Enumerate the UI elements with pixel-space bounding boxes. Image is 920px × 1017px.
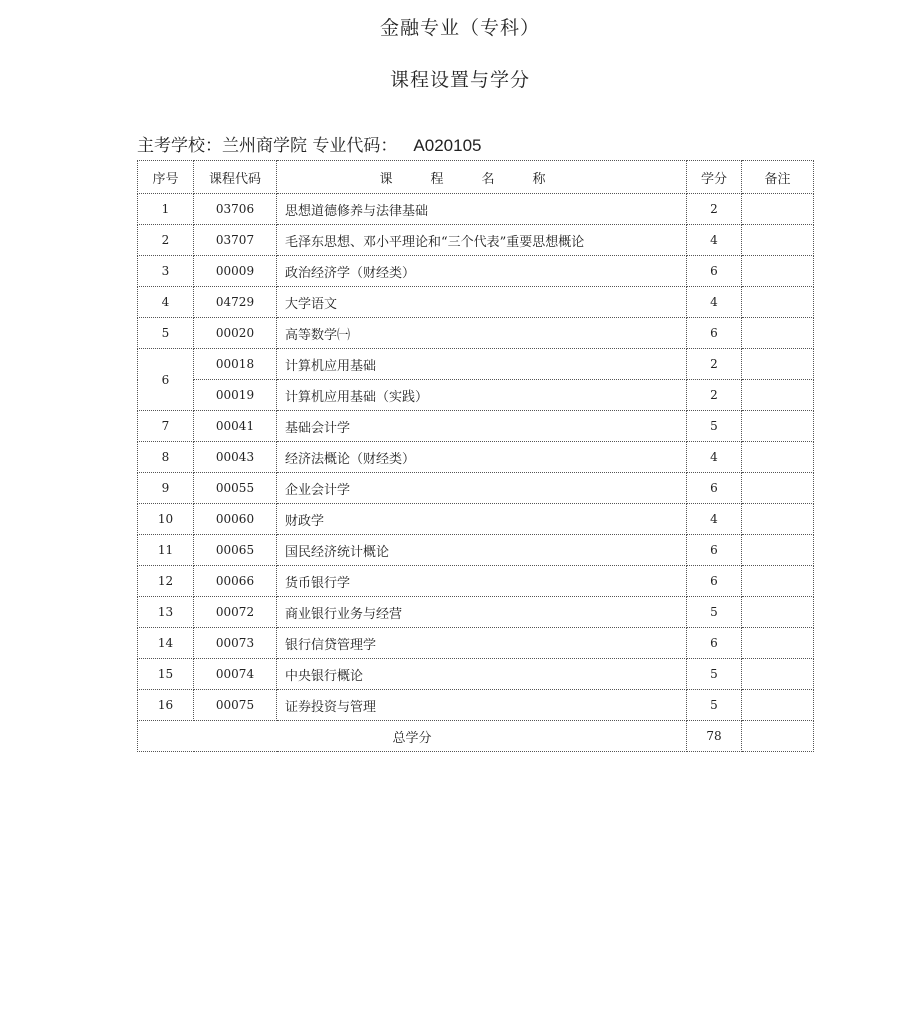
course-table xyxy=(137,160,814,752)
row-name: 货币银行学 xyxy=(277,566,687,597)
row-name: 企业会计学 xyxy=(277,473,687,504)
column-header-note: 备注 xyxy=(742,161,814,194)
row-name: 国民经济统计概论 xyxy=(277,535,687,566)
table-header-row xyxy=(138,161,814,194)
row-name: 政治经济学（财经类） xyxy=(277,256,687,287)
row-note xyxy=(742,287,814,318)
row-seq: 9 xyxy=(138,473,194,504)
row-code: 00066 xyxy=(194,566,277,597)
table-row xyxy=(138,473,814,504)
row-name: 基础会计学 xyxy=(277,411,687,442)
school-label: 主考学校：兰州商学院 专业代码： xyxy=(137,136,398,156)
row-credit: 6 xyxy=(687,566,742,597)
row-name: 计算机应用基础 xyxy=(277,349,687,380)
page-subtitle: 课程设置与学分 xyxy=(389,69,530,91)
table-row xyxy=(138,318,814,349)
table-row xyxy=(138,225,814,256)
table-row xyxy=(138,535,814,566)
row-credit: 4 xyxy=(687,287,742,318)
row-code: 00073 xyxy=(194,628,277,659)
row-note xyxy=(742,194,814,225)
column-header-name: 课程名称 xyxy=(277,161,687,194)
row-seq: 6 xyxy=(138,349,194,411)
row-name: 中央银行概论 xyxy=(277,659,687,690)
row-note xyxy=(742,566,814,597)
total-note xyxy=(742,721,814,752)
row-credit: 4 xyxy=(687,225,742,256)
row-code: 00043 xyxy=(194,442,277,473)
total-credit: 78 xyxy=(687,721,742,752)
total-label: 总学分 xyxy=(138,721,687,752)
row-name: 商业银行业务与经营 xyxy=(277,597,687,628)
row-credit: 6 xyxy=(687,628,742,659)
row-credit: 2 xyxy=(687,380,742,411)
row-code: 00072 xyxy=(194,597,277,628)
row-credit: 5 xyxy=(687,597,742,628)
row-seq: 10 xyxy=(138,504,194,535)
row-name: 毛泽东思想、邓小平理论和“三个代表”重要思想概论 xyxy=(277,225,687,256)
row-note xyxy=(742,473,814,504)
row-seq: 16 xyxy=(138,690,194,721)
row-credit: 5 xyxy=(687,659,742,690)
school-info xyxy=(137,131,481,156)
row-code: 03707 xyxy=(194,225,277,256)
row-code: 00018 xyxy=(194,349,277,380)
row-seq: 13 xyxy=(138,597,194,628)
table-row xyxy=(138,194,814,225)
row-credit: 5 xyxy=(687,411,742,442)
row-seq: 1 xyxy=(138,194,194,225)
row-seq: 15 xyxy=(138,659,194,690)
row-code: 00075 xyxy=(194,690,277,721)
row-seq: 14 xyxy=(138,628,194,659)
row-name: 计算机应用基础（实践） xyxy=(277,380,687,411)
page-title: 金融专业（专科） xyxy=(379,17,540,39)
row-credit: 4 xyxy=(687,442,742,473)
row-code: 00041 xyxy=(194,411,277,442)
row-note xyxy=(742,442,814,473)
row-seq: 3 xyxy=(138,256,194,287)
total-row xyxy=(138,721,814,752)
table-row xyxy=(138,597,814,628)
row-note xyxy=(742,380,814,411)
row-seq: 11 xyxy=(138,535,194,566)
row-code: 00065 xyxy=(194,535,277,566)
row-code: 03706 xyxy=(194,194,277,225)
row-seq: 8 xyxy=(138,442,194,473)
table-row xyxy=(138,380,814,411)
row-credit: 2 xyxy=(687,194,742,225)
row-credit: 6 xyxy=(687,318,742,349)
row-seq: 12 xyxy=(138,566,194,597)
row-code: 00009 xyxy=(194,256,277,287)
row-seq: 2 xyxy=(138,225,194,256)
row-code: 00055 xyxy=(194,473,277,504)
table-row xyxy=(138,256,814,287)
row-note xyxy=(742,318,814,349)
row-credit: 4 xyxy=(687,504,742,535)
table-row xyxy=(138,690,814,721)
row-credit: 6 xyxy=(687,473,742,504)
row-seq: 5 xyxy=(138,318,194,349)
row-note xyxy=(742,349,814,380)
row-seq: 4 xyxy=(138,287,194,318)
row-code: 00020 xyxy=(194,318,277,349)
row-code: 00060 xyxy=(194,504,277,535)
row-note xyxy=(742,256,814,287)
column-header-seq: 序号 xyxy=(138,161,194,194)
row-seq: 7 xyxy=(138,411,194,442)
table-row xyxy=(138,442,814,473)
row-note xyxy=(742,225,814,256)
table-row xyxy=(138,566,814,597)
row-name: 大学语文 xyxy=(277,287,687,318)
major-code: A020105 xyxy=(413,136,482,155)
row-name: 高等数学㈠ xyxy=(277,318,687,349)
table-row xyxy=(138,411,814,442)
row-name: 财政学 xyxy=(277,504,687,535)
row-credit: 5 xyxy=(687,690,742,721)
row-credit: 2 xyxy=(687,349,742,380)
table-row xyxy=(138,628,814,659)
column-header-credit: 学分 xyxy=(687,161,742,194)
table-row xyxy=(138,659,814,690)
column-header-code: 课程代码 xyxy=(194,161,277,194)
table-row xyxy=(138,287,814,318)
row-name: 银行信贷管理学 xyxy=(277,628,687,659)
row-note xyxy=(742,535,814,566)
row-note xyxy=(742,504,814,535)
row-code: 04729 xyxy=(194,287,277,318)
row-name: 经济法概论（财经类） xyxy=(277,442,687,473)
row-note xyxy=(742,411,814,442)
row-name: 证券投资与管理 xyxy=(277,690,687,721)
row-code: 00074 xyxy=(194,659,277,690)
table-row xyxy=(138,349,814,380)
table-row xyxy=(138,504,814,535)
row-credit: 6 xyxy=(687,535,742,566)
row-credit: 6 xyxy=(687,256,742,287)
row-name: 思想道德修养与法律基础 xyxy=(277,194,687,225)
row-code: 00019 xyxy=(194,380,277,411)
row-note xyxy=(742,628,814,659)
row-note xyxy=(742,659,814,690)
row-note xyxy=(742,597,814,628)
row-note xyxy=(742,690,814,721)
